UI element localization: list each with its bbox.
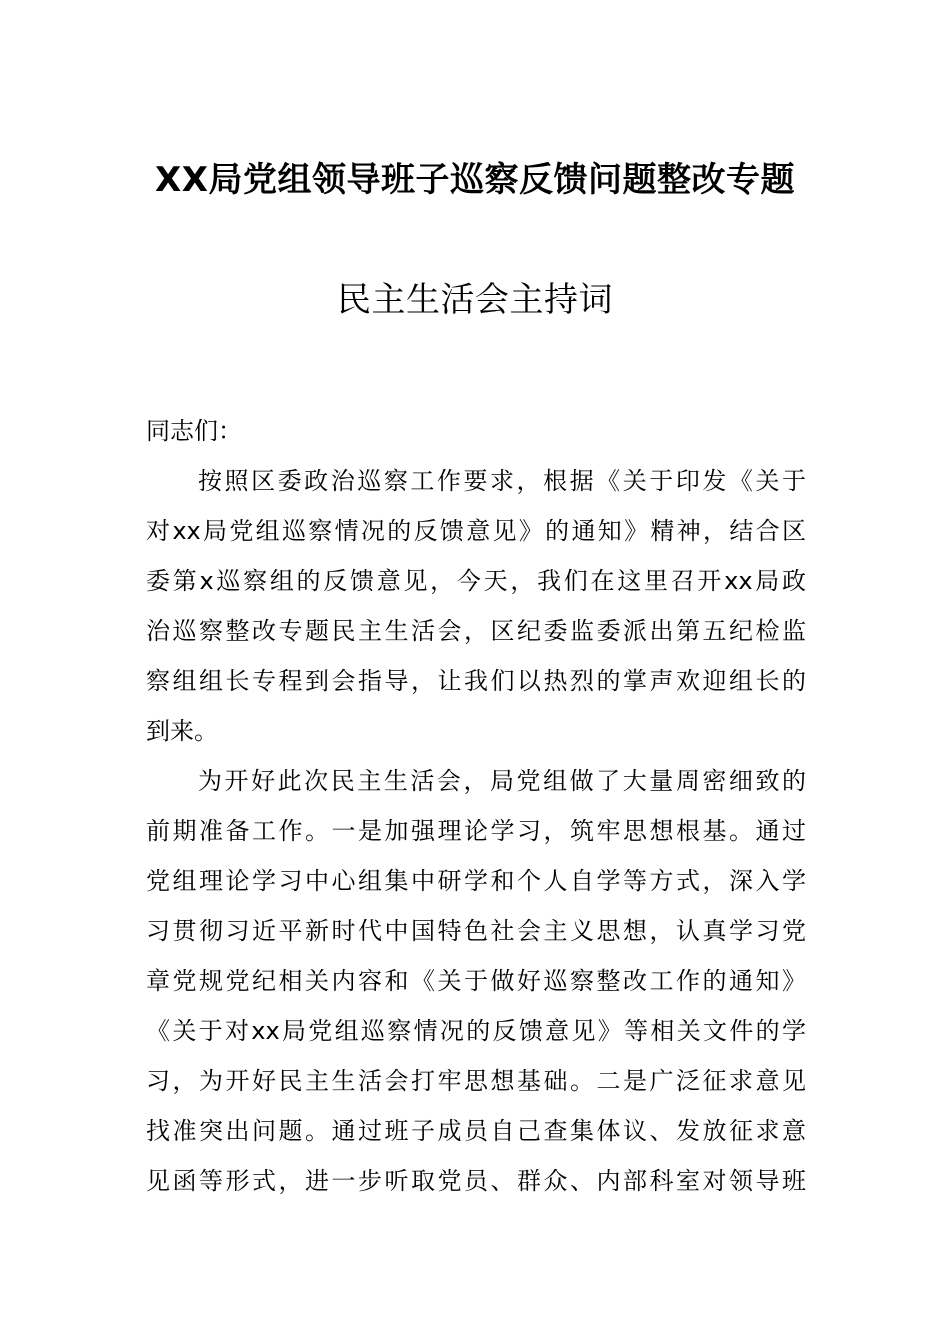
paragraph-1-line-6: 到来。	[146, 717, 218, 745]
paragraph-1-line-5: 察组组长专程到会指导，让我们以热烈的掌声欢迎组长的	[146, 667, 806, 695]
salutation: 同志们：	[146, 417, 242, 445]
paragraph-2-line-5: 章党规党纪相关内容和《关于做好巡察整改工作的通知》	[146, 967, 806, 995]
paragraph-1-line-2: 对xx局党组巡察情况的反馈意见》的通知》精神，结合区	[146, 517, 806, 545]
document-title-line-1: XX局党组领导班子巡察反馈问题整改专题	[155, 160, 795, 200]
paragraph-1-line-3: 委第x巡察组的反馈意见，今天，我们在这里召开xx局政	[146, 567, 806, 595]
paragraph-2-line-9: 见函等形式，进一步听取党员、群众、内部科室对领导班	[146, 1167, 806, 1195]
document-title-line-2: 民主生活会主持词	[337, 280, 613, 320]
paragraph-2-line-2: 前期准备工作。一是加强理论学习，筑牢思想根基。通过	[146, 817, 806, 845]
paragraph-2-line-4: 习贯彻习近平新时代中国特色社会主义思想，认真学习党	[146, 917, 806, 945]
paragraph-2-line-8: 找准突出问题。通过班子成员自己查集体议、发放征求意	[146, 1117, 806, 1145]
paragraph-2-line-7: 习，为开好民主生活会打牢思想基础。二是广泛征求意见	[146, 1067, 806, 1095]
paragraph-1-line-4: 治巡察整改专题民主生活会，区纪委监委派出第五纪检监	[146, 617, 806, 645]
paragraph-2-line-6: 《关于对xx局党组巡察情况的反馈意见》等相关文件的学	[146, 1017, 806, 1045]
paragraph-2-line-3: 党组理论学习中心组集中研学和个人自学等方式，深入学	[146, 867, 806, 895]
paragraph-2-line-1: 为开好此次民主生活会，局党组做了大量周密细致的	[198, 767, 806, 795]
paragraph-1-line-1: 按照区委政治巡察工作要求，根据《关于印发《关于	[198, 467, 806, 495]
